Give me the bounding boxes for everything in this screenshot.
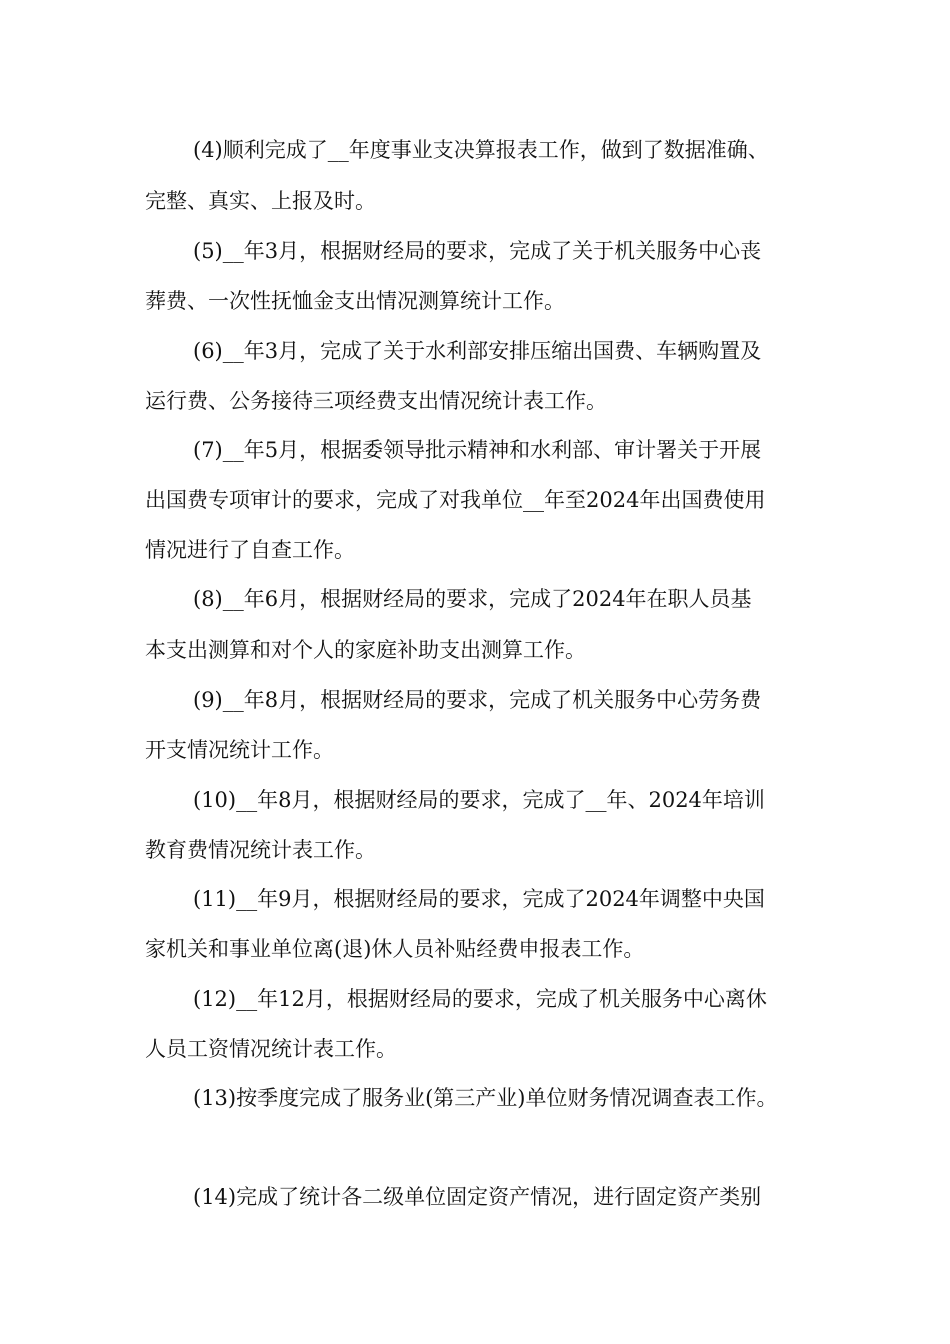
paragraph-6-line-1: (6)__年3月，完成了关于水利部安排压缩出国费、车辆购置及	[193, 339, 762, 363]
paragraph-9-line-2: 开支情况统计工作。	[145, 738, 334, 762]
paragraph-9-line-1: (9)__年8月，根据财经局的要求，完成了机关服务中心劳务费	[193, 688, 762, 712]
paragraph-8-line-1: (8)__年6月，根据财经局的要求，完成了2024年在职人员基	[193, 587, 752, 611]
paragraph-4-line-2: 完整、真实、上报及时。	[145, 189, 376, 213]
paragraph-7-line-3: 情况进行了自查工作。	[145, 538, 355, 562]
paragraph-11-line-1: (11)__年9月，根据财经局的要求，完成了2024年调整中央国	[193, 887, 765, 911]
paragraph-10-line-2: 教育费情况统计表工作。	[145, 838, 376, 862]
paragraph-12-line-2: 人员工资情况统计表工作。	[145, 1037, 397, 1061]
paragraph-10-line-1: (10)__年8月，根据财经局的要求，完成了__年、2024年培训	[193, 788, 765, 812]
paragraph-5-line-2: 葬费、一次性抚恤金支出情况测算统计工作。	[145, 289, 565, 313]
paragraph-7-line-1: (7)__年5月，根据委领导批示精神和水利部、审计署关于开展	[193, 438, 762, 462]
paragraph-13-line-1: (13)按季度完成了服务业(第三产业)单位财务情况调查表工作。	[193, 1086, 778, 1110]
paragraph-6-line-2: 运行费、公务接待三项经费支出情况统计表工作。	[145, 389, 607, 413]
paragraph-4-line-1: (4)顺利完成了__年度事业支决算报表工作，做到了数据准确、	[193, 138, 769, 162]
paragraph-5-line-1: (5)__年3月，根据财经局的要求，完成了关于机关服务中心丧	[193, 239, 762, 263]
paragraph-14-line-1: (14)完成了统计各二级单位固定资产情况，进行固定资产类别	[193, 1185, 762, 1209]
paragraph-7-line-2: 出国费专项审计的要求，完成了对我单位__年至2024年出国费使用	[145, 488, 766, 512]
paragraph-8-line-2: 本支出测算和对个人的家庭补助支出测算工作。	[145, 638, 586, 662]
paragraph-11-line-2: 家机关和事业单位离(退)休人员补贴经费申报表工作。	[145, 937, 645, 961]
paragraph-12-line-1: (12)__年12月，根据财经局的要求，完成了机关服务中心离休	[193, 987, 767, 1011]
